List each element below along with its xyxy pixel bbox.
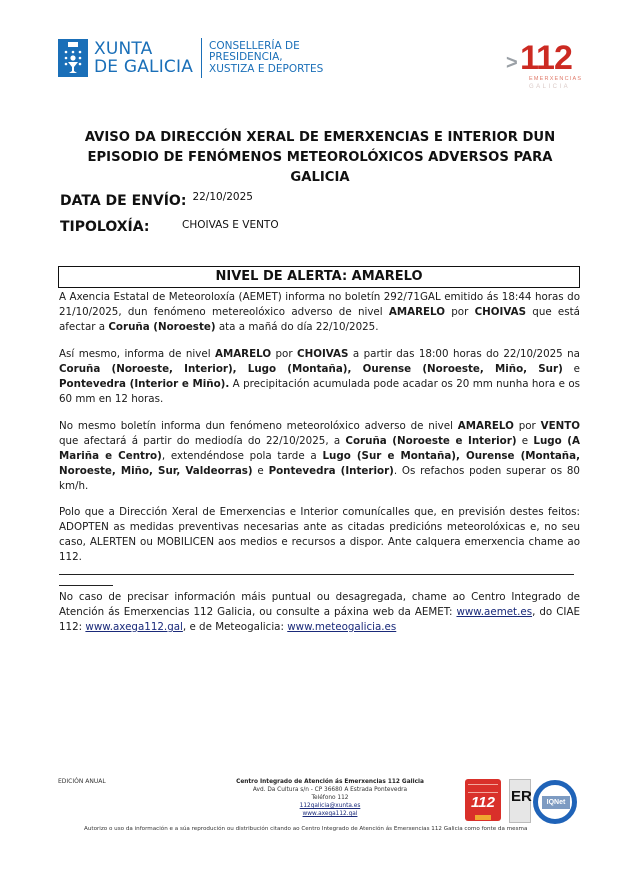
emerxencias-112-logo — [506, 40, 586, 95]
logo-112-sub1: EMERXENCIAS — [529, 76, 583, 82]
iqnet-certification-icon — [533, 780, 577, 824]
send-date-label: DATA DE ENVÍO: — [60, 193, 187, 209]
title-line2: EPISODIO DE FENÓMENOS METEOROLÓXICOS ADVERSOS PARA GALICIA — [87, 150, 553, 185]
conselleria-name — [209, 41, 323, 76]
logo-arrow-icon: > — [506, 52, 518, 74]
edition-label: EDICIÓN ANUAL — [58, 778, 106, 785]
footer-center-title: Centro Integrado de Atención ás Emerxencias 112 Galicia — [236, 779, 424, 785]
certification-112-badge-icon — [465, 779, 501, 821]
alert-level-heading: NIVEL DE ALERTA: AMARELO — [58, 266, 580, 288]
send-date-row — [60, 193, 253, 209]
footer-phone: Teléfono 112 — [311, 795, 349, 801]
header-divider — [201, 38, 202, 78]
footer-web-link[interactable]: www.axega112.gal — [302, 811, 358, 817]
xunta-name — [94, 40, 193, 76]
iqnet-text: IQNet — [542, 796, 570, 809]
xunta-logo — [58, 38, 323, 78]
conselleria-line: CONSELLERÍA DE — [209, 39, 300, 52]
typology-value: CHOIVAS E VENTO — [182, 219, 279, 231]
aenor-er-certification-icon — [509, 779, 531, 823]
logo-112-number: 112 — [520, 39, 572, 77]
paragraph-recommendations: Polo que a Dirección Xeral de Emerxencias e Interior comunícalles que, en previsión destes feitos: ADOPTEN as medidas preventivas necesarias ante as citadas predicións meteorolóxicas e, no seu caso, ALERTEN ou MOBILICEN aos medios e recursos a dispor. Ante calquera emerxencia chame ao 112. — [59, 506, 580, 563]
footer-contact — [230, 778, 430, 818]
paragraph-rain-areas: Así mesmo, informa de nivel AMARELO por CHOIVAS a partir das 18:00 horas do 22/10/2025 na Coruña (Noroeste, Interior), Lugo (Montaña), Ourense (Noroeste, Miño, Sur) e Pontevedra (Interior e Miño). A precipitación acumulada pode acadar os 20 mm nunha hora e os 60 mm en 12 horas. — [59, 348, 580, 405]
axega112-link[interactable]: www.axega112.gal — [85, 621, 183, 633]
separator-line — [59, 567, 580, 591]
usage-authorization-note: Autorizo o uso da información e a súa reprodución ou distribución citando ao Centro Integrado de Atención ás Emerxencias 112 Galicia como fonte da mesma — [84, 826, 528, 832]
typology-label: TIPOLOXÍA: — [60, 219, 150, 235]
xunta-line1: XUNTA — [94, 39, 153, 59]
xunta-shield-icon — [58, 39, 88, 77]
aemet-link[interactable]: www.aemet.es — [456, 606, 533, 618]
footer-address: Avd. Da Cultura s/n - CP 36680 A Estrada Pontevedra — [252, 787, 408, 793]
typology-row — [60, 219, 279, 235]
title-line1: AVISO DA DIRECCIÓN XERAL DE EMERXENCIAS E INTERIOR DUN — [84, 130, 556, 145]
logo-112-sub2: GALICIA — [529, 84, 571, 90]
conselleria-line: PRESIDENCIA, — [209, 51, 283, 64]
paragraph-wind: No mesmo boletín informa dun fenómeno meteorolóxico adverso de nivel AMARELO por VENTO que afectará á partir do mediodía do 22/10/2025, a Coruña (Noroeste e Interior) e Lugo (A Mariña e Centro), extendéndose pola tarde a Lugo (Sur e Montaña), Ourense (Montaña, Noroeste, Miño, Sur, Valdeorras) e Pontevedra (Interior). Os refachos poden superar os 80 km/h. — [59, 420, 580, 492]
footer-email-link[interactable]: 112galicia@xunta.es — [299, 803, 361, 809]
paragraph-more-info: No caso de precisar información máis puntual ou desagregada, chame ao Centro Integrado de Atención ás Emerxencias 112 Galicia, ou consulte a páxina web da AEMET: www.aemet.es, do CIAE 112: www.axega112.gal, e de Meteogalicia: www.meteogalicia.es — [59, 591, 580, 633]
meteogalicia-link[interactable]: www.meteogalicia.es — [287, 621, 397, 633]
document-title — [60, 128, 580, 188]
paragraph-rain-aemet: A Axencia Estatal de Meteoroloxía (AEMET) informa no boletín 292/71GAL emitido ás 18:44 horas do 21/10/2025, dun fenómeno metereolóxico adverso de nivel AMARELO por CHOIVAS que está afectar a Coruña (Noroeste) ata a mañá do día 22/10/2025. — [59, 291, 580, 333]
xunta-line2: DE GALICIA — [94, 57, 194, 77]
send-date-value: 22/10/2025 — [192, 191, 253, 203]
er-text: ER — [511, 788, 532, 805]
conselleria-line: XUSTIZA E DEPORTES — [209, 62, 324, 75]
badge-112-number: 112 — [471, 794, 495, 811]
